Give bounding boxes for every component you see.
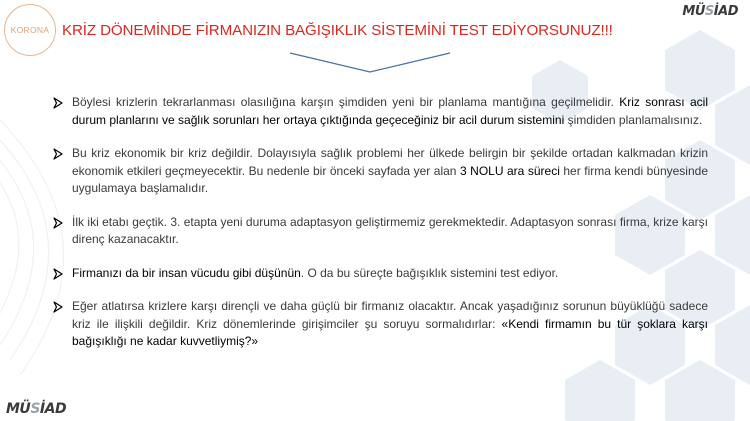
bullet-highlight: Firmanızı da bir insan vücudu gibi düşünün (72, 265, 301, 280)
logo-text-post: İAD (713, 4, 738, 19)
title-divider-chevron (290, 53, 450, 72)
arrow-right-icon (52, 301, 64, 313)
bullet-highlight: «Kendi firmamın bu tür şoklara karşı bağışıklığı ne kadar kuvvetliymiş?» (72, 316, 708, 348)
bullet-text: İlk iki etabı geçtik. 3. etapta yeni duruma adaptasyon geliştirmemiz gerekmektedir. Adaptasyon sonrası firma, krize karşı direnç kazanacaktır. (72, 214, 708, 246)
logo-text-accent: S (704, 4, 714, 19)
list-item (52, 298, 708, 351)
korona-badge (4, 4, 56, 56)
logo-text-post: İAD (39, 401, 67, 417)
list-item (52, 145, 708, 198)
bullet-highlight: Kriz sonrası acil durum planlarını ve sağlık sorunları her ortaya çıktığında geçeceğiniz bir acil durum sistemini (72, 95, 708, 127)
list-item (52, 265, 708, 283)
bullet-text: Eğer atlatırsa krizlere karşı dirençli ve daha güçlü bir firmanız olacaktır. Ancak yaşadığınız sorunun büyüklüğü sadece kriz ile ilişkili değildir. Kriz dönemlerinde girişimciler şu soruyu sormalıdırlar: (72, 299, 708, 331)
logo-text-pre: MÜ (682, 4, 705, 19)
list-item (52, 94, 708, 129)
bullet-text: Bu kriz ekonomik bir kriz değildir. Dolayısıyla sağlık problemi her ülkede belirgin bir şekilde ortadan kalkmadan krizin ekonomik etkileri geçmeyecektir. Bu nedenle bir önceki sayfada yer alan (72, 146, 708, 178)
page-title: KRİZ DÖNEMİNDE FİRMANIZIN BAĞIŞIKLIK SİSTEMİNİ TEST EDİYORSUNUZ!!! (62, 22, 613, 39)
bullet-list (52, 94, 708, 351)
korona-badge-label: KORONA (10, 25, 50, 35)
arrow-right-icon (52, 148, 64, 160)
list-item (52, 214, 708, 249)
arrow-right-icon (52, 217, 64, 229)
arrow-right-icon (52, 97, 64, 109)
bullet-text: . O da bu süreçte bağışıklık sistemini test ediyor. (300, 265, 559, 280)
bullet-text: Böylesi krizlerin tekrarlanması olasılığına karşın şimdiden yeni bir planlama mantığına geçilmelidir. (72, 95, 620, 109)
logo-text-pre: MÜ (6, 401, 31, 417)
bullet-text: şimdiden planlamalısınız. (564, 112, 703, 127)
bullet-text: her firma kendi bünyesinde uygulamaya başlamalıdır. (72, 163, 708, 195)
logo-text-accent: S (30, 401, 40, 417)
musiad-logo-bottom (6, 401, 66, 417)
bullet-highlight: 3 NOLU ara süreci (459, 163, 560, 178)
arrow-right-icon (52, 268, 64, 280)
musiad-logo-top (682, 4, 738, 19)
